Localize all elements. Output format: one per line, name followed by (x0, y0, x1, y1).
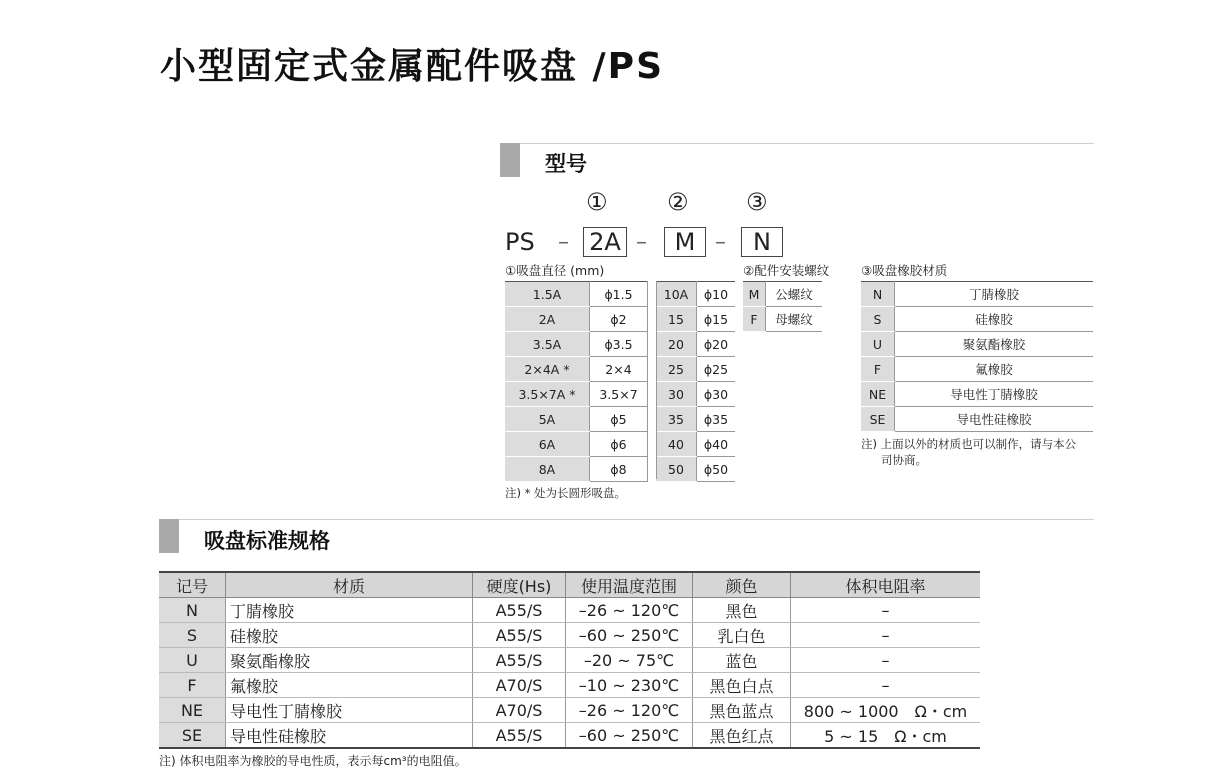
table-cell: 黑色红点 (693, 723, 791, 749)
col-header: 颜色 (693, 572, 791, 598)
table-cell: 公螺纹 (766, 282, 823, 307)
table-cell: 2A (505, 307, 590, 332)
table-row (656, 332, 735, 357)
section-divider (159, 519, 1094, 520)
table-row (656, 382, 735, 407)
table-cell: NE (861, 382, 895, 407)
table-cell: ϕ30 (697, 382, 736, 407)
table-row (656, 457, 735, 482)
table-cell: 导电性硅橡胶 (226, 723, 473, 749)
table-cell: SE (861, 407, 895, 432)
code-dash: – (636, 230, 647, 255)
table-cell: 2×4A * (505, 357, 590, 382)
table-row (159, 723, 980, 749)
table-cell: N (159, 598, 226, 623)
table-cell: ϕ20 (697, 332, 736, 357)
table-cell: ϕ6 (590, 432, 648, 457)
code-part-size: 2A (583, 227, 627, 257)
table-row (505, 407, 648, 432)
group3-note-line2: 司协商。 (881, 453, 927, 467)
table-cell: –20 ~ 75℃ (566, 648, 693, 673)
marker-3: ③ (746, 188, 768, 216)
col-header: 体积电阻率 (791, 572, 981, 598)
table-cell: 50 (656, 457, 697, 482)
table-cell: – (791, 623, 981, 648)
table-cell: F (159, 673, 226, 698)
table-row (159, 698, 980, 723)
section-marker (500, 143, 520, 177)
code-part-thread: M (664, 227, 706, 257)
table-row (861, 332, 1093, 357)
table-cell: –26 ~ 120℃ (566, 698, 693, 723)
table-row (159, 673, 980, 698)
section-marker (159, 519, 179, 553)
table-cell: A70/S (473, 698, 566, 723)
table-cell: A55/S (473, 723, 566, 749)
code-dash: – (558, 230, 569, 255)
table-row (743, 307, 822, 332)
diameter-table-right (656, 281, 735, 482)
table-row (861, 382, 1093, 407)
table-row (159, 623, 980, 648)
table-cell: S (159, 623, 226, 648)
col-header: 使用温度范围 (566, 572, 693, 598)
diameter-table-left (505, 281, 648, 482)
table-cell: N (861, 282, 895, 307)
table-cell: 2×4 (590, 357, 648, 382)
table-row (656, 357, 735, 382)
table-row (505, 457, 648, 482)
table-cell: A55/S (473, 598, 566, 623)
table-cell: 30 (656, 382, 697, 407)
table-gap (647, 281, 657, 479)
table-cell: 聚氨酯橡胶 (226, 648, 473, 673)
table-cell: 25 (656, 357, 697, 382)
table-cell: 5A (505, 407, 590, 432)
table-row (743, 282, 822, 307)
table-cell: 黑色白点 (693, 673, 791, 698)
table-cell: U (159, 648, 226, 673)
table-cell: U (861, 332, 895, 357)
table-cell: ϕ10 (697, 282, 736, 307)
col-header: 材质 (226, 572, 473, 598)
table-cell: 35 (656, 407, 697, 432)
table-cell: 黑色 (693, 598, 791, 623)
table-cell: A70/S (473, 673, 566, 698)
table-cell: 导电性丁腈橡胶 (895, 382, 1094, 407)
table-row (505, 357, 648, 382)
table-row (159, 598, 980, 623)
group3-caption: ③吸盘橡胶材质 (861, 263, 948, 278)
table-cell: ϕ1.5 (590, 282, 648, 307)
col-header: 记号 (159, 572, 226, 598)
table-cell: SE (159, 723, 226, 749)
table-cell: 3.5×7A * (505, 382, 590, 407)
table-cell: –60 ~ 250℃ (566, 623, 693, 648)
table-cell: 8A (505, 457, 590, 482)
table-cell: ϕ40 (697, 432, 736, 457)
table-row (861, 407, 1093, 432)
table-row (159, 648, 980, 673)
table-cell: –26 ~ 120℃ (566, 598, 693, 623)
table-row (505, 307, 648, 332)
table-row (656, 407, 735, 432)
table-cell: 聚氨酯橡胶 (895, 332, 1094, 357)
table-cell: ϕ50 (697, 457, 736, 482)
table-row (505, 432, 648, 457)
table-cell: 5 ~ 15 Ω・cm (791, 723, 981, 749)
marker-1: ① (586, 188, 608, 216)
table-cell: 15 (656, 307, 697, 332)
table-cell: 丁腈橡胶 (226, 598, 473, 623)
group1-note: 注) * 处为长圆形吸盘。 (505, 486, 627, 500)
table-cell: 蓝色 (693, 648, 791, 673)
table-cell: 3.5A (505, 332, 590, 357)
table-cell: 导电性丁腈橡胶 (226, 698, 473, 723)
code-dash: – (715, 230, 726, 255)
table-cell: 氟橡胶 (895, 357, 1094, 382)
table-cell: –60 ~ 250℃ (566, 723, 693, 749)
material-table (861, 281, 1093, 432)
table-row (505, 332, 648, 357)
table-cell: ϕ3.5 (590, 332, 648, 357)
table-cell: ϕ25 (697, 357, 736, 382)
table-row (505, 382, 648, 407)
table-row (861, 357, 1093, 382)
table-cell: ϕ8 (590, 457, 648, 482)
group1-caption: ①吸盘直径 (mm) (505, 263, 605, 278)
thread-table (743, 281, 822, 332)
table-cell: S (861, 307, 895, 332)
table-cell: 3.5×7 (590, 382, 648, 407)
table-cell: 黑色蓝点 (693, 698, 791, 723)
table-cell: ϕ15 (697, 307, 736, 332)
table-row (861, 307, 1093, 332)
table-cell: 乳白色 (693, 623, 791, 648)
table-cell: 硅橡胶 (895, 307, 1094, 332)
table-cell: – (791, 648, 981, 673)
table-cell: 氟橡胶 (226, 673, 473, 698)
table-cell: 6A (505, 432, 590, 457)
table-cell: 丁腈橡胶 (895, 282, 1094, 307)
table-cell: –10 ~ 230℃ (566, 673, 693, 698)
code-prefix: PS (505, 228, 535, 256)
page-title: 小型固定式金属配件吸盘 /PS (160, 46, 664, 87)
table-cell: F (743, 307, 766, 332)
marker-2: ② (667, 188, 689, 216)
table-cell: F (861, 357, 895, 382)
table-cell: – (791, 598, 981, 623)
code-part-material: N (741, 227, 783, 257)
section-divider (500, 143, 1094, 144)
table-header-row (159, 572, 980, 598)
table-row (656, 282, 735, 307)
table-cell: ϕ5 (590, 407, 648, 432)
table-cell: 10A (656, 282, 697, 307)
model-heading: 型号 (545, 152, 587, 176)
spec-heading: 吸盘标准规格 (204, 529, 330, 553)
table-cell: ϕ35 (697, 407, 736, 432)
table-cell: 导电性硅橡胶 (895, 407, 1094, 432)
group2-caption: ②配件安装螺纹 (743, 263, 830, 278)
table-cell: 40 (656, 432, 697, 457)
table-row (861, 282, 1093, 307)
col-header: 硬度(Hs) (473, 572, 566, 598)
table-cell: 1.5A (505, 282, 590, 307)
group3-note-line1: 注) 上面以外的材质也可以制作，请与本公 (861, 437, 1077, 451)
table-row (505, 282, 648, 307)
table-row (656, 307, 735, 332)
table-cell: – (791, 673, 981, 698)
table-cell: 母螺纹 (766, 307, 823, 332)
spec-note: 注) 体积电阻率为橡胶的导电性质，表示每cm³的电阻值。 (159, 754, 467, 768)
table-cell: M (743, 282, 766, 307)
table-cell: 800 ~ 1000 Ω・cm (791, 698, 981, 723)
table-cell: 20 (656, 332, 697, 357)
table-cell: A55/S (473, 623, 566, 648)
table-cell: ϕ2 (590, 307, 648, 332)
table-row (656, 432, 735, 457)
spec-table (159, 571, 980, 749)
table-cell: 硅橡胶 (226, 623, 473, 648)
table-cell: NE (159, 698, 226, 723)
table-cell: A55/S (473, 648, 566, 673)
